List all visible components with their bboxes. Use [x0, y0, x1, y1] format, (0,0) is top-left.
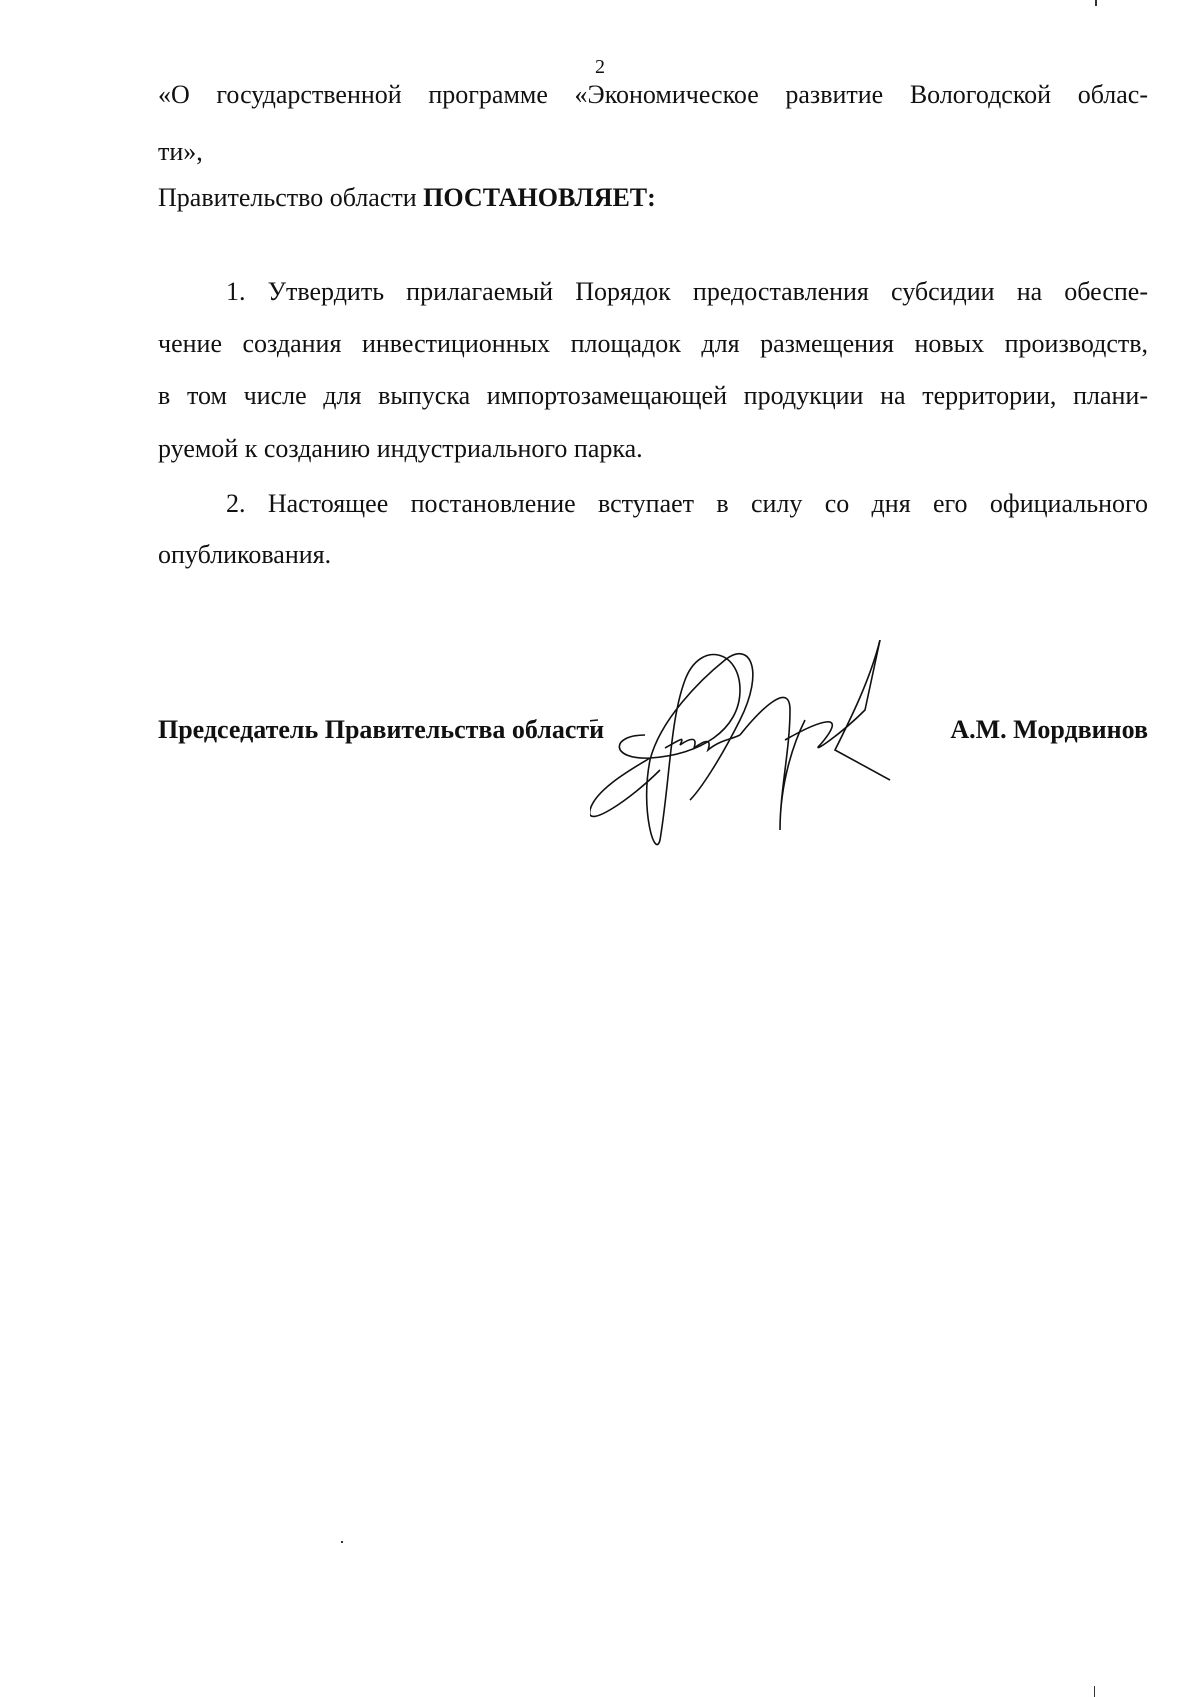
- decree-heading: [158, 183, 1148, 213]
- item-2-line: 2. Настоящее постановление вступает в силу со дня его официального: [226, 489, 1148, 518]
- item-2-line: опубликования.: [158, 540, 332, 569]
- scan-artifact: [341, 1541, 343, 1543]
- item-1-line: 1. Утвердить прилагаемый Порядок предоставления субсидии на обеспе-: [226, 277, 1148, 306]
- decree-subject: Правительство области: [158, 183, 417, 212]
- page-number: 2: [595, 56, 605, 78]
- handwritten-signature: [590, 640, 950, 860]
- preamble-line: ти»,: [158, 137, 203, 166]
- decree-verb: ПОСТАНОВЛЯЕТ:: [423, 183, 656, 212]
- scan-artifact: [1094, 1686, 1095, 1697]
- signatory-position: Председатель Правительства области: [158, 715, 605, 744]
- item-1-line: руемой к созданию индустриального парка.: [158, 434, 643, 463]
- signatory-name: А.М. Мордвинов: [950, 715, 1148, 744]
- scan-artifact: [1095, 0, 1097, 6]
- preamble-line: «О государственной программе «Экономическое развитие Вологодской облас-: [158, 80, 1148, 109]
- item-1-line: в том числе для выпуска импортозамещающей продукции на территории, плани-: [158, 381, 1148, 410]
- item-1-line: чение создания инвестиционных площадок для размещения новых производств,: [158, 329, 1148, 358]
